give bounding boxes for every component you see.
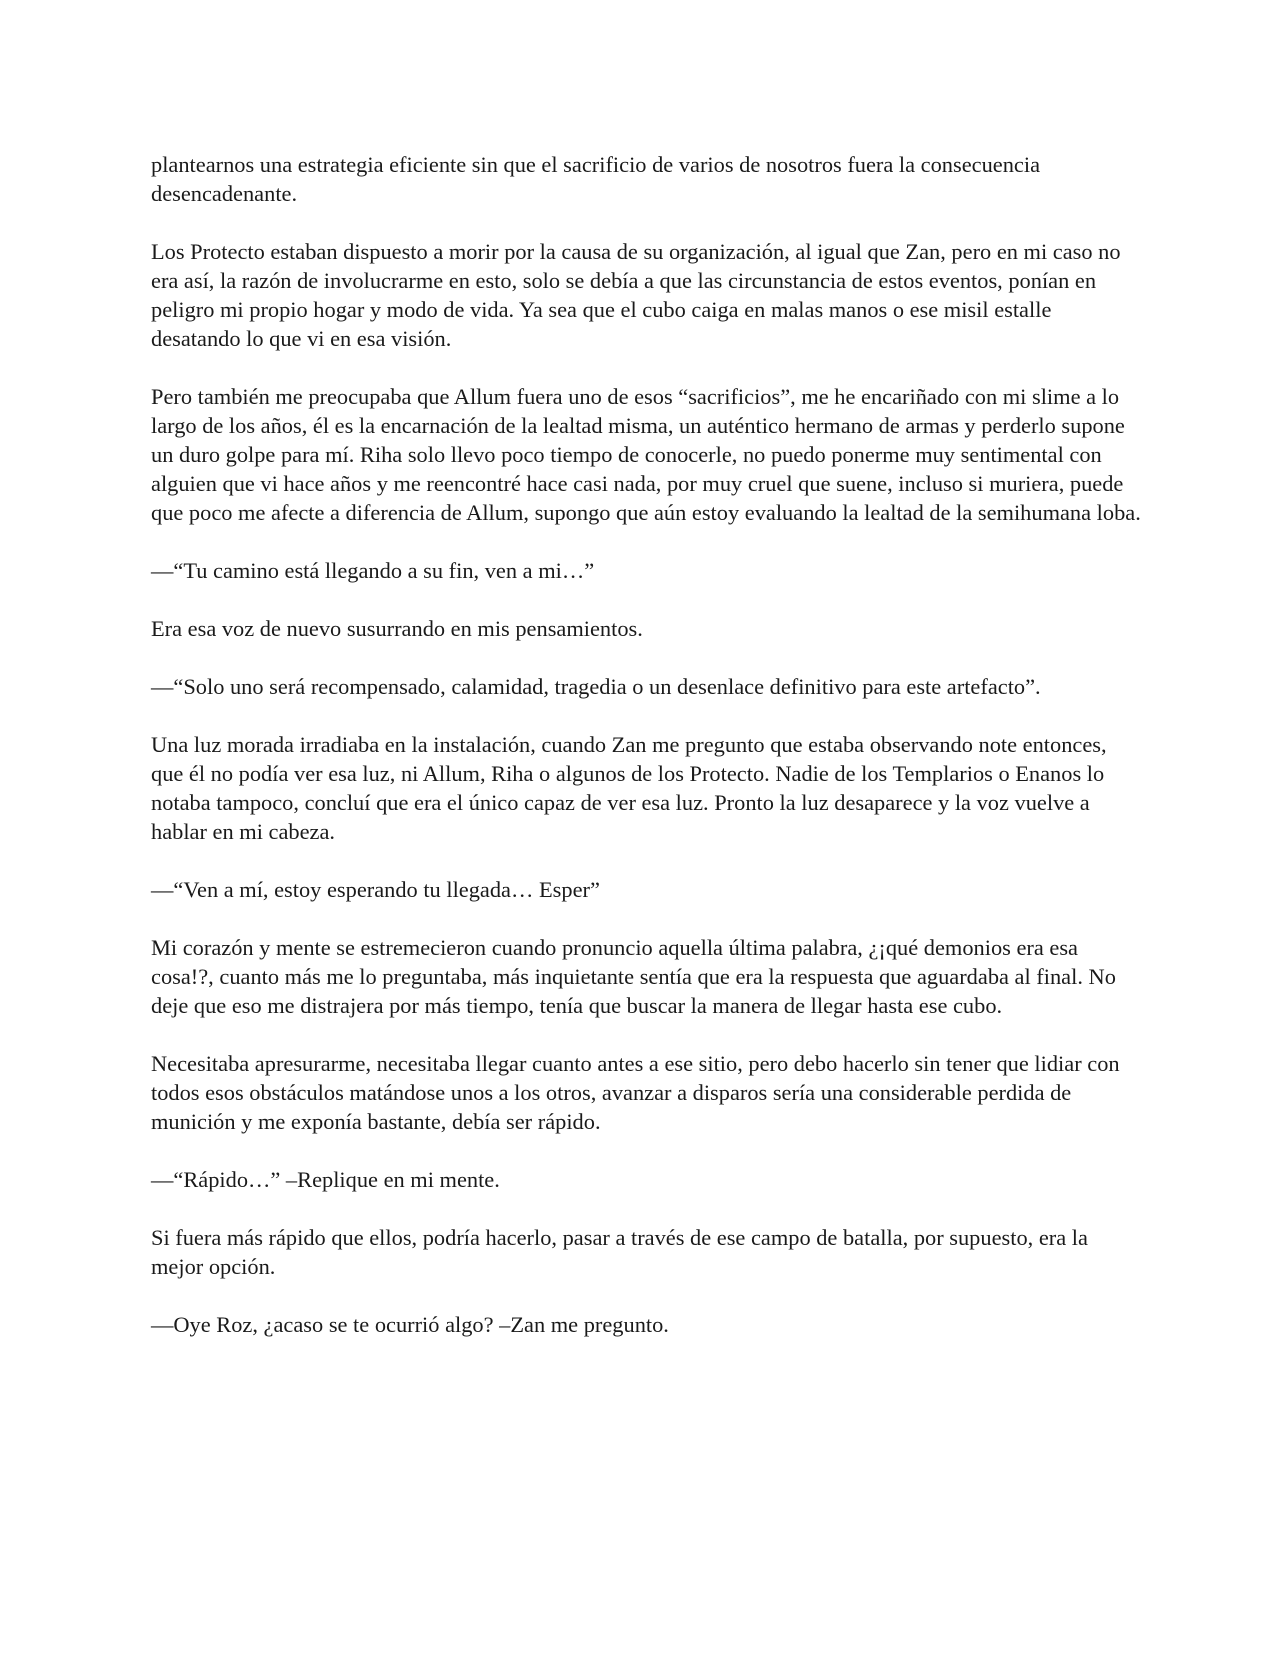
dialogue-line: —“Solo uno será recompensado, calamidad, tragedia o un desenlace definitivo para este artefacto”. <box>151 674 1041 699</box>
paragraph: Mi corazón y mente se estremecieron cuando pronuncio aquella última palabra, ¿¡qué demonios era esa cosa!?, cuanto más me lo preguntaba, más inquietante sentía que era la respuesta que aguardaba al final. No deje que eso me distrajera por más tiempo, tenía que buscar la manera de llegar hasta ese cubo. <box>151 935 1116 1018</box>
dialogue-line: —Oye Roz, ¿acaso se te ocurrió algo? –Zan me pregunto. <box>151 1312 669 1337</box>
dialogue-line: —“Tu camino está llegando a su fin, ven a mi…” <box>151 558 595 583</box>
paragraph: Los Protecto estaban dispuesto a morir por la causa de su organización, al igual que Zan, pero en mi caso no era así, la razón de involucrarme en esto, solo se debía a que las circunstancia de estos eventos, ponían en peligro mi propio hogar y modo de vida. Ya sea que el cubo caiga en malas manos o ese misil estalle desatando lo que vi en esa visión. <box>151 239 1121 351</box>
paragraph: Pero también me preocupaba que Allum fuera uno de esos “sacrificios”, me he encariñado con mi slime a lo largo de los años, él es la encarnación de la lealtad misma, un auténtico hermano de armas y perderlo supone un duro golpe para mí. Riha solo llevo poco tiempo de conocerle, no puedo ponerme muy sentimental con alguien que vi hace años y me reencontré hace casi nada, por muy cruel que suene, incluso si muriera, puede que poco me afecte a diferencia de Allum, supongo que aún estoy evaluando la lealtad de la semihumana loba. <box>151 384 1141 525</box>
paragraph: Era esa voz de nuevo susurrando en mis pensamientos. <box>151 616 643 641</box>
dialogue-line: —“Rápido…” –Replique en mi mente. <box>151 1167 500 1192</box>
document-body <box>151 150 1141 1368</box>
dialogue-line: —“Ven a mí, estoy esperando tu llegada… Esper” <box>151 877 600 902</box>
paragraph: plantearnos una estrategia eficiente sin que el sacrificio de varios de nosotros fuera la consecuencia desencadenante. <box>151 152 1041 206</box>
paragraph: Necesitaba apresurarme, necesitaba llegar cuanto antes a ese sitio, pero debo hacerlo sin tener que lidiar con todos esos obstáculos matándose unos a los otros, avanzar a disparos sería una considerable perdida de munición y me exponía bastante, debía ser rápido. <box>151 1051 1120 1134</box>
paragraph: Una luz morada irradiaba en la instalación, cuando Zan me pregunto que estaba observando note entonces, que él no podía ver esa luz, ni Allum, Riha o algunos de los Protecto. Nadie de los Templarios o Enanos lo notaba tampoco, concluí que era el único capaz de ver esa luz. Pronto la luz desaparece y la voz vuelve a hablar en mi cabeza. <box>151 732 1107 844</box>
paragraph: Si fuera más rápido que ellos, podría hacerlo, pasar a través de ese campo de batalla, por supuesto, era la mejor opción. <box>151 1225 1088 1279</box>
